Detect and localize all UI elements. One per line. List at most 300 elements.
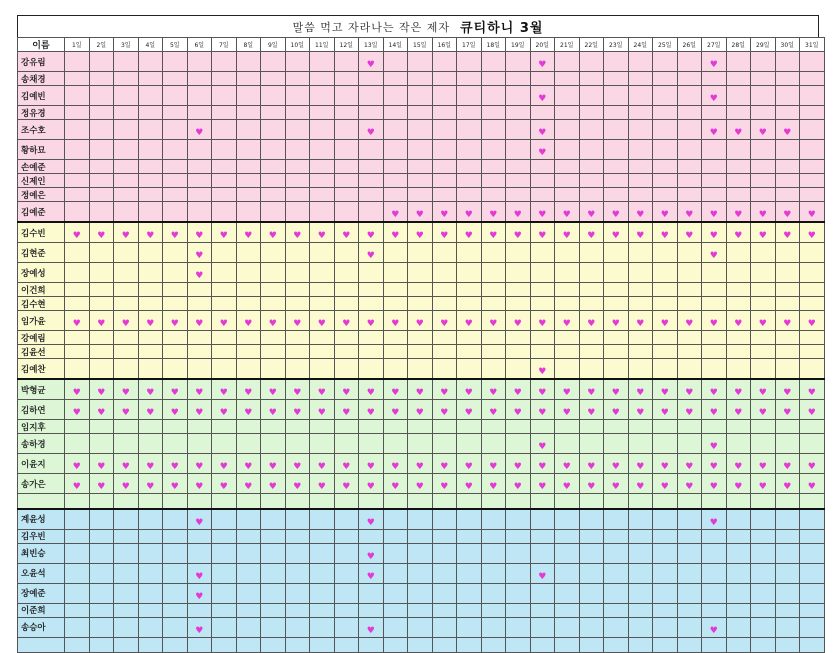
day-cell[interactable]	[775, 52, 800, 72]
day-cell[interactable]	[138, 243, 163, 263]
day-cell[interactable]	[800, 297, 825, 311]
day-cell[interactable]	[236, 603, 261, 617]
day-cell[interactable]	[604, 106, 629, 120]
day-cell[interactable]	[775, 509, 800, 530]
day-cell[interactable]	[408, 52, 433, 72]
day-cell[interactable]	[726, 106, 751, 120]
day-cell[interactable]	[506, 434, 531, 454]
day-cell[interactable]	[334, 563, 359, 583]
day-cell[interactable]	[261, 359, 286, 380]
day-cell[interactable]	[702, 454, 727, 474]
day-cell[interactable]	[65, 174, 90, 188]
day-cell[interactable]	[236, 379, 261, 400]
day-cell[interactable]	[261, 243, 286, 263]
day-cell[interactable]	[506, 174, 531, 188]
day-cell[interactable]	[359, 106, 384, 120]
day-cell[interactable]	[187, 297, 212, 311]
day-cell[interactable]	[359, 243, 384, 263]
day-cell[interactable]	[212, 72, 237, 86]
day-cell[interactable]	[775, 174, 800, 188]
day-cell[interactable]	[285, 617, 310, 637]
day-cell[interactable]	[236, 454, 261, 474]
day-cell[interactable]	[261, 120, 286, 140]
day-cell[interactable]	[310, 454, 335, 474]
day-cell[interactable]	[334, 160, 359, 174]
day-cell[interactable]	[65, 494, 90, 509]
day-cell[interactable]	[187, 494, 212, 509]
day-cell[interactable]	[261, 563, 286, 583]
day-cell[interactable]	[383, 454, 408, 474]
day-cell[interactable]	[800, 188, 825, 202]
day-cell[interactable]	[604, 400, 629, 420]
day-cell[interactable]	[187, 603, 212, 617]
day-cell[interactable]	[310, 637, 335, 652]
day-cell[interactable]	[89, 454, 114, 474]
day-cell[interactable]	[163, 331, 188, 345]
day-cell[interactable]	[628, 454, 653, 474]
day-cell[interactable]	[212, 420, 237, 434]
day-cell[interactable]	[114, 494, 139, 509]
day-cell[interactable]	[432, 603, 457, 617]
day-cell[interactable]	[481, 72, 506, 86]
day-cell[interactable]	[334, 283, 359, 297]
day-cell[interactable]	[751, 420, 776, 434]
day-cell[interactable]	[114, 160, 139, 174]
day-cell[interactable]	[138, 345, 163, 359]
day-cell[interactable]	[653, 420, 678, 434]
day-cell[interactable]	[702, 311, 727, 331]
day-cell[interactable]	[604, 603, 629, 617]
day-cell[interactable]	[114, 529, 139, 543]
day-cell[interactable]	[187, 359, 212, 380]
day-cell[interactable]	[653, 222, 678, 243]
day-cell[interactable]	[579, 243, 604, 263]
day-cell[interactable]	[604, 454, 629, 474]
day-cell[interactable]	[65, 345, 90, 359]
day-cell[interactable]	[334, 359, 359, 380]
day-cell[interactable]	[285, 331, 310, 345]
day-cell[interactable]	[408, 434, 433, 454]
day-cell[interactable]	[775, 140, 800, 160]
day-cell[interactable]	[163, 603, 188, 617]
day-cell[interactable]	[530, 160, 555, 174]
day-cell[interactable]	[775, 72, 800, 86]
day-cell[interactable]	[432, 283, 457, 297]
day-cell[interactable]	[800, 311, 825, 331]
day-cell[interactable]	[285, 222, 310, 243]
day-cell[interactable]	[457, 297, 482, 311]
day-cell[interactable]	[359, 637, 384, 652]
day-cell[interactable]	[653, 359, 678, 380]
day-cell[interactable]	[236, 637, 261, 652]
day-cell[interactable]	[89, 222, 114, 243]
day-cell[interactable]	[285, 52, 310, 72]
day-cell[interactable]	[506, 222, 531, 243]
day-cell[interactable]	[628, 160, 653, 174]
day-cell[interactable]	[383, 359, 408, 380]
day-cell[interactable]	[114, 120, 139, 140]
day-cell[interactable]	[751, 474, 776, 494]
day-cell[interactable]	[408, 345, 433, 359]
day-cell[interactable]	[751, 509, 776, 530]
day-cell[interactable]	[628, 494, 653, 509]
day-cell[interactable]	[89, 509, 114, 530]
day-cell[interactable]	[800, 474, 825, 494]
day-cell[interactable]	[261, 434, 286, 454]
day-cell[interactable]	[310, 494, 335, 509]
day-cell[interactable]	[89, 359, 114, 380]
day-cell[interactable]	[65, 529, 90, 543]
day-cell[interactable]	[138, 474, 163, 494]
day-cell[interactable]	[236, 420, 261, 434]
day-cell[interactable]	[285, 202, 310, 223]
day-cell[interactable]	[506, 72, 531, 86]
day-cell[interactable]	[334, 509, 359, 530]
day-cell[interactable]	[677, 140, 702, 160]
day-cell[interactable]	[334, 454, 359, 474]
day-cell[interactable]	[334, 222, 359, 243]
day-cell[interactable]	[408, 297, 433, 311]
day-cell[interactable]	[457, 603, 482, 617]
day-cell[interactable]	[334, 474, 359, 494]
day-cell[interactable]	[359, 359, 384, 380]
day-cell[interactable]	[579, 494, 604, 509]
day-cell[interactable]	[114, 400, 139, 420]
day-cell[interactable]	[702, 359, 727, 380]
day-cell[interactable]	[726, 637, 751, 652]
day-cell[interactable]	[383, 529, 408, 543]
day-cell[interactable]	[506, 543, 531, 563]
day-cell[interactable]	[261, 420, 286, 434]
day-cell[interactable]	[530, 174, 555, 188]
day-cell[interactable]	[677, 174, 702, 188]
day-cell[interactable]	[261, 283, 286, 297]
day-cell[interactable]	[457, 120, 482, 140]
day-cell[interactable]	[800, 52, 825, 72]
day-cell[interactable]	[359, 120, 384, 140]
day-cell[interactable]	[359, 331, 384, 345]
day-cell[interactable]	[702, 202, 727, 223]
day-cell[interactable]	[751, 563, 776, 583]
day-cell[interactable]	[212, 140, 237, 160]
day-cell[interactable]	[236, 617, 261, 637]
day-cell[interactable]	[261, 617, 286, 637]
day-cell[interactable]	[408, 202, 433, 223]
day-cell[interactable]	[359, 345, 384, 359]
day-cell[interactable]	[628, 379, 653, 400]
day-cell[interactable]	[432, 331, 457, 345]
day-cell[interactable]	[751, 529, 776, 543]
day-cell[interactable]	[604, 283, 629, 297]
day-cell[interactable]	[775, 297, 800, 311]
day-cell[interactable]	[751, 106, 776, 120]
day-cell[interactable]	[65, 617, 90, 637]
day-cell[interactable]	[653, 86, 678, 106]
day-cell[interactable]	[163, 202, 188, 223]
day-cell[interactable]	[138, 140, 163, 160]
day-cell[interactable]	[359, 379, 384, 400]
day-cell[interactable]	[89, 120, 114, 140]
day-cell[interactable]	[163, 106, 188, 120]
day-cell[interactable]	[432, 420, 457, 434]
day-cell[interactable]	[65, 563, 90, 583]
day-cell[interactable]	[212, 283, 237, 297]
day-cell[interactable]	[187, 243, 212, 263]
day-cell[interactable]	[579, 311, 604, 331]
day-cell[interactable]	[187, 222, 212, 243]
day-cell[interactable]	[628, 529, 653, 543]
day-cell[interactable]	[579, 331, 604, 345]
day-cell[interactable]	[555, 222, 580, 243]
day-cell[interactable]	[408, 400, 433, 420]
day-cell[interactable]	[89, 297, 114, 311]
day-cell[interactable]	[775, 494, 800, 509]
day-cell[interactable]	[506, 311, 531, 331]
day-cell[interactable]	[359, 454, 384, 474]
day-cell[interactable]	[359, 543, 384, 563]
day-cell[interactable]	[383, 160, 408, 174]
day-cell[interactable]	[285, 263, 310, 283]
day-cell[interactable]	[187, 202, 212, 223]
day-cell[interactable]	[604, 140, 629, 160]
day-cell[interactable]	[408, 543, 433, 563]
day-cell[interactable]	[65, 120, 90, 140]
day-cell[interactable]	[579, 140, 604, 160]
day-cell[interactable]	[236, 474, 261, 494]
day-cell[interactable]	[751, 243, 776, 263]
day-cell[interactable]	[432, 160, 457, 174]
day-cell[interactable]	[800, 160, 825, 174]
day-cell[interactable]	[138, 188, 163, 202]
day-cell[interactable]	[800, 617, 825, 637]
day-cell[interactable]	[677, 509, 702, 530]
day-cell[interactable]	[187, 52, 212, 72]
day-cell[interactable]	[726, 494, 751, 509]
day-cell[interactable]	[751, 140, 776, 160]
day-cell[interactable]	[310, 345, 335, 359]
day-cell[interactable]	[212, 202, 237, 223]
day-cell[interactable]	[653, 637, 678, 652]
day-cell[interactable]	[187, 474, 212, 494]
day-cell[interactable]	[457, 86, 482, 106]
day-cell[interactable]	[751, 174, 776, 188]
day-cell[interactable]	[726, 420, 751, 434]
day-cell[interactable]	[653, 454, 678, 474]
day-cell[interactable]	[628, 345, 653, 359]
day-cell[interactable]	[408, 188, 433, 202]
day-cell[interactable]	[579, 188, 604, 202]
day-cell[interactable]	[555, 359, 580, 380]
day-cell[interactable]	[408, 637, 433, 652]
day-cell[interactable]	[555, 263, 580, 283]
day-cell[interactable]	[261, 202, 286, 223]
day-cell[interactable]	[751, 188, 776, 202]
day-cell[interactable]	[481, 86, 506, 106]
day-cell[interactable]	[212, 474, 237, 494]
day-cell[interactable]	[628, 311, 653, 331]
day-cell[interactable]	[457, 420, 482, 434]
day-cell[interactable]	[555, 243, 580, 263]
day-cell[interactable]	[800, 379, 825, 400]
day-cell[interactable]	[163, 359, 188, 380]
day-cell[interactable]	[310, 603, 335, 617]
day-cell[interactable]	[726, 617, 751, 637]
day-cell[interactable]	[261, 637, 286, 652]
day-cell[interactable]	[579, 434, 604, 454]
day-cell[interactable]	[138, 420, 163, 434]
day-cell[interactable]	[702, 509, 727, 530]
day-cell[interactable]	[236, 529, 261, 543]
day-cell[interactable]	[138, 311, 163, 331]
day-cell[interactable]	[530, 86, 555, 106]
day-cell[interactable]	[555, 188, 580, 202]
day-cell[interactable]	[236, 188, 261, 202]
day-cell[interactable]	[726, 311, 751, 331]
day-cell[interactable]	[261, 509, 286, 530]
day-cell[interactable]	[408, 263, 433, 283]
day-cell[interactable]	[775, 617, 800, 637]
day-cell[interactable]	[530, 297, 555, 311]
day-cell[interactable]	[310, 263, 335, 283]
day-cell[interactable]	[775, 202, 800, 223]
day-cell[interactable]	[677, 420, 702, 434]
day-cell[interactable]	[677, 160, 702, 174]
day-cell[interactable]	[383, 86, 408, 106]
day-cell[interactable]	[457, 243, 482, 263]
day-cell[interactable]	[65, 297, 90, 311]
day-cell[interactable]	[236, 311, 261, 331]
day-cell[interactable]	[138, 563, 163, 583]
day-cell[interactable]	[604, 120, 629, 140]
day-cell[interactable]	[775, 454, 800, 474]
day-cell[interactable]	[383, 263, 408, 283]
day-cell[interactable]	[310, 311, 335, 331]
day-cell[interactable]	[530, 454, 555, 474]
day-cell[interactable]	[114, 174, 139, 188]
day-cell[interactable]	[334, 72, 359, 86]
day-cell[interactable]	[261, 494, 286, 509]
day-cell[interactable]	[702, 474, 727, 494]
day-cell[interactable]	[604, 331, 629, 345]
day-cell[interactable]	[506, 637, 531, 652]
day-cell[interactable]	[187, 86, 212, 106]
day-cell[interactable]	[310, 563, 335, 583]
day-cell[interactable]	[579, 563, 604, 583]
day-cell[interactable]	[579, 345, 604, 359]
day-cell[interactable]	[506, 400, 531, 420]
day-cell[interactable]	[775, 160, 800, 174]
day-cell[interactable]	[775, 543, 800, 563]
day-cell[interactable]	[604, 52, 629, 72]
day-cell[interactable]	[163, 454, 188, 474]
day-cell[interactable]	[432, 509, 457, 530]
day-cell[interactable]	[285, 637, 310, 652]
day-cell[interactable]	[800, 72, 825, 86]
day-cell[interactable]	[310, 140, 335, 160]
day-cell[interactable]	[285, 379, 310, 400]
day-cell[interactable]	[163, 160, 188, 174]
day-cell[interactable]	[359, 474, 384, 494]
day-cell[interactable]	[653, 494, 678, 509]
day-cell[interactable]	[236, 243, 261, 263]
day-cell[interactable]	[457, 345, 482, 359]
day-cell[interactable]	[236, 543, 261, 563]
day-cell[interactable]	[653, 283, 678, 297]
day-cell[interactable]	[236, 222, 261, 243]
day-cell[interactable]	[310, 120, 335, 140]
day-cell[interactable]	[800, 202, 825, 223]
day-cell[interactable]	[702, 263, 727, 283]
day-cell[interactable]	[677, 400, 702, 420]
day-cell[interactable]	[481, 509, 506, 530]
day-cell[interactable]	[579, 106, 604, 120]
day-cell[interactable]	[65, 243, 90, 263]
day-cell[interactable]	[359, 72, 384, 86]
day-cell[interactable]	[628, 509, 653, 530]
day-cell[interactable]	[775, 243, 800, 263]
day-cell[interactable]	[506, 140, 531, 160]
day-cell[interactable]	[163, 188, 188, 202]
day-cell[interactable]	[775, 474, 800, 494]
day-cell[interactable]	[89, 52, 114, 72]
day-cell[interactable]	[604, 583, 629, 603]
day-cell[interactable]	[481, 583, 506, 603]
day-cell[interactable]	[359, 494, 384, 509]
day-cell[interactable]	[530, 543, 555, 563]
day-cell[interactable]	[604, 434, 629, 454]
day-cell[interactable]	[432, 106, 457, 120]
day-cell[interactable]	[800, 529, 825, 543]
day-cell[interactable]	[236, 202, 261, 223]
day-cell[interactable]	[555, 174, 580, 188]
day-cell[interactable]	[408, 603, 433, 617]
day-cell[interactable]	[555, 420, 580, 434]
day-cell[interactable]	[114, 359, 139, 380]
day-cell[interactable]	[677, 311, 702, 331]
day-cell[interactable]	[481, 420, 506, 434]
day-cell[interactable]	[261, 331, 286, 345]
day-cell[interactable]	[506, 243, 531, 263]
day-cell[interactable]	[726, 188, 751, 202]
day-cell[interactable]	[555, 454, 580, 474]
day-cell[interactable]	[285, 494, 310, 509]
day-cell[interactable]	[383, 583, 408, 603]
day-cell[interactable]	[65, 603, 90, 617]
day-cell[interactable]	[114, 243, 139, 263]
day-cell[interactable]	[628, 583, 653, 603]
day-cell[interactable]	[457, 529, 482, 543]
day-cell[interactable]	[579, 543, 604, 563]
day-cell[interactable]	[89, 140, 114, 160]
day-cell[interactable]	[138, 434, 163, 454]
day-cell[interactable]	[89, 72, 114, 86]
day-cell[interactable]	[800, 174, 825, 188]
day-cell[interactable]	[138, 160, 163, 174]
day-cell[interactable]	[285, 86, 310, 106]
day-cell[interactable]	[408, 243, 433, 263]
day-cell[interactable]	[775, 603, 800, 617]
day-cell[interactable]	[310, 188, 335, 202]
day-cell[interactable]	[310, 583, 335, 603]
day-cell[interactable]	[408, 222, 433, 243]
day-cell[interactable]	[530, 563, 555, 583]
day-cell[interactable]	[628, 331, 653, 345]
day-cell[interactable]	[677, 297, 702, 311]
day-cell[interactable]	[334, 583, 359, 603]
day-cell[interactable]	[775, 311, 800, 331]
day-cell[interactable]	[187, 174, 212, 188]
day-cell[interactable]	[677, 106, 702, 120]
